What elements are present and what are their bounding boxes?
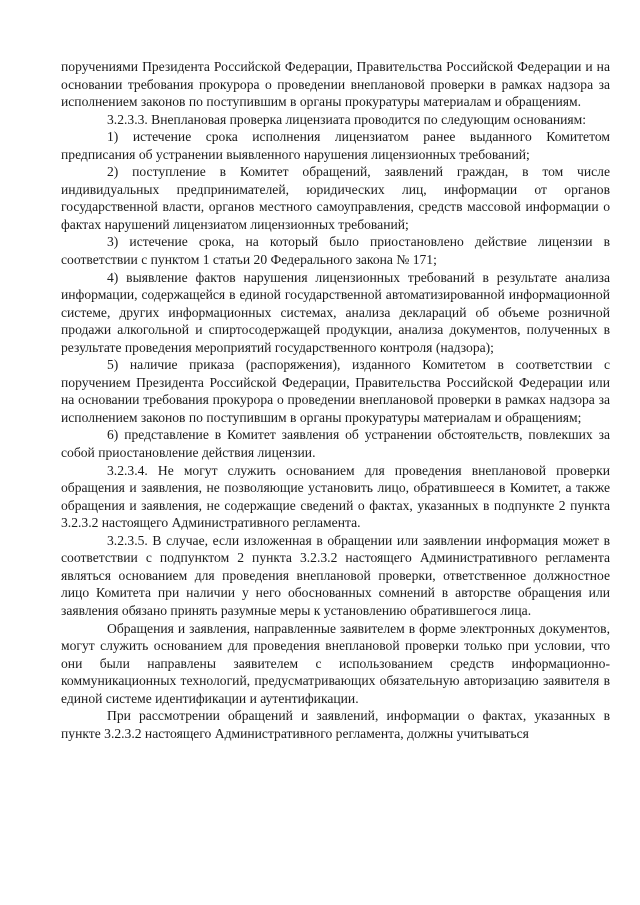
document-body [61, 58, 610, 742]
list-item-2: 2) поступление в Комитет обращений, заявлений граждан, в том числе индивидуальных предпринимателей, юридических лиц, информации от органов государственной власти, органов местного самоуправления, средств массовой информации о фактах нарушений лицензиатом лицензионных требований; [61, 164, 610, 232]
list-item-1: 1) истечение срока исполнения лицензиатом ранее выданного Комитетом предписания об устранении выявленного нарушения лицензионных требований; [61, 129, 610, 162]
paragraph-continuation: поручениями Президента Российской Федерации, Правительства Российской Федерации и на основании требования прокурора о проведении внеплановой проверки в рамках надзора за исполнением законов по поступившим в органы прокуратуры материалам и обращениям. [61, 59, 610, 110]
paragraph-electronic-documents: Обращения и заявления, направленные заявителем в форме электронных документов, могут служить основанием для проведения внеплановой проверки только при условии, что они были направлены заявителем с использованием средств информационно-коммуникационных технологий, предусматривающих обязательную авторизацию заявителя в единой системе идентификации и аутентификации. [61, 620, 610, 706]
list-item-5: 5) наличие приказа (распоряжения), изданного Комитетом в соответствии с поручением Президента Российской Федерации, Правительства Российской Федерации или на основании требования прокурора о проведении внеплановой проверки в рамках надзора за исполнением законов по поступившим в органы прокуратуры материалам и обращениям; [61, 357, 610, 425]
paragraph-3-2-3-5: 3.2.3.5. В случае, если изложенная в обращении или заявлении информация может в соответствии с подпунктом 2 пункта 3.2.3.2 настоящего Административного регламента являться основанием для проведения внеплановой проверки, ответственное должностное лицо Комитета при наличии у него обоснованных сомнений в авторстве обращения или заявления обязано принять разумные меры к установлению обратившегося лица. [61, 532, 610, 618]
paragraph-3-2-3-4: 3.2.3.4. Не могут служить основанием для проведения внеплановой проверки обращения и заявления, не позволяющие установить лицо, обратившееся в Комитет, а также обращения и заявления, не содержащие сведений о фактах, указанных в подпункте 2 пункта 3.2.3.2 настоящего Административного регламента. [61, 462, 610, 531]
paragraph-consideration: При рассмотрении обращений и заявлений, информации о фактах, указанных в пункте 3.2.3.2 настоящего Административного регламента, должны учитываться [61, 708, 610, 741]
paragraph-3-2-3-3: 3.2.3.3. Внеплановая проверка лицензиата проводится по следующим основаниям: [107, 111, 587, 127]
list-item-6: 6) представление в Комитет заявления об устранении обстоятельств, повлекших за собой приостановление действия лицензии. [61, 427, 610, 461]
list-item-3: 3) истечение срока, на который было приостановлено действие лицензии в соответствии с пунктом 1 статьи 20 Федерального закона № 171; [61, 234, 610, 268]
list-item-4: 4) выявление фактов нарушения лицензионных требований в результате анализа информации, содержащейся в единой государственной автоматизированной информационной системе, других информационных системах, анализа деклараций об объеме розничной продажи алкогольной и спиртосодержащей продукции, анализа документов, полученных в результате проведения мероприятий государственного контроля (надзора); [61, 269, 610, 355]
